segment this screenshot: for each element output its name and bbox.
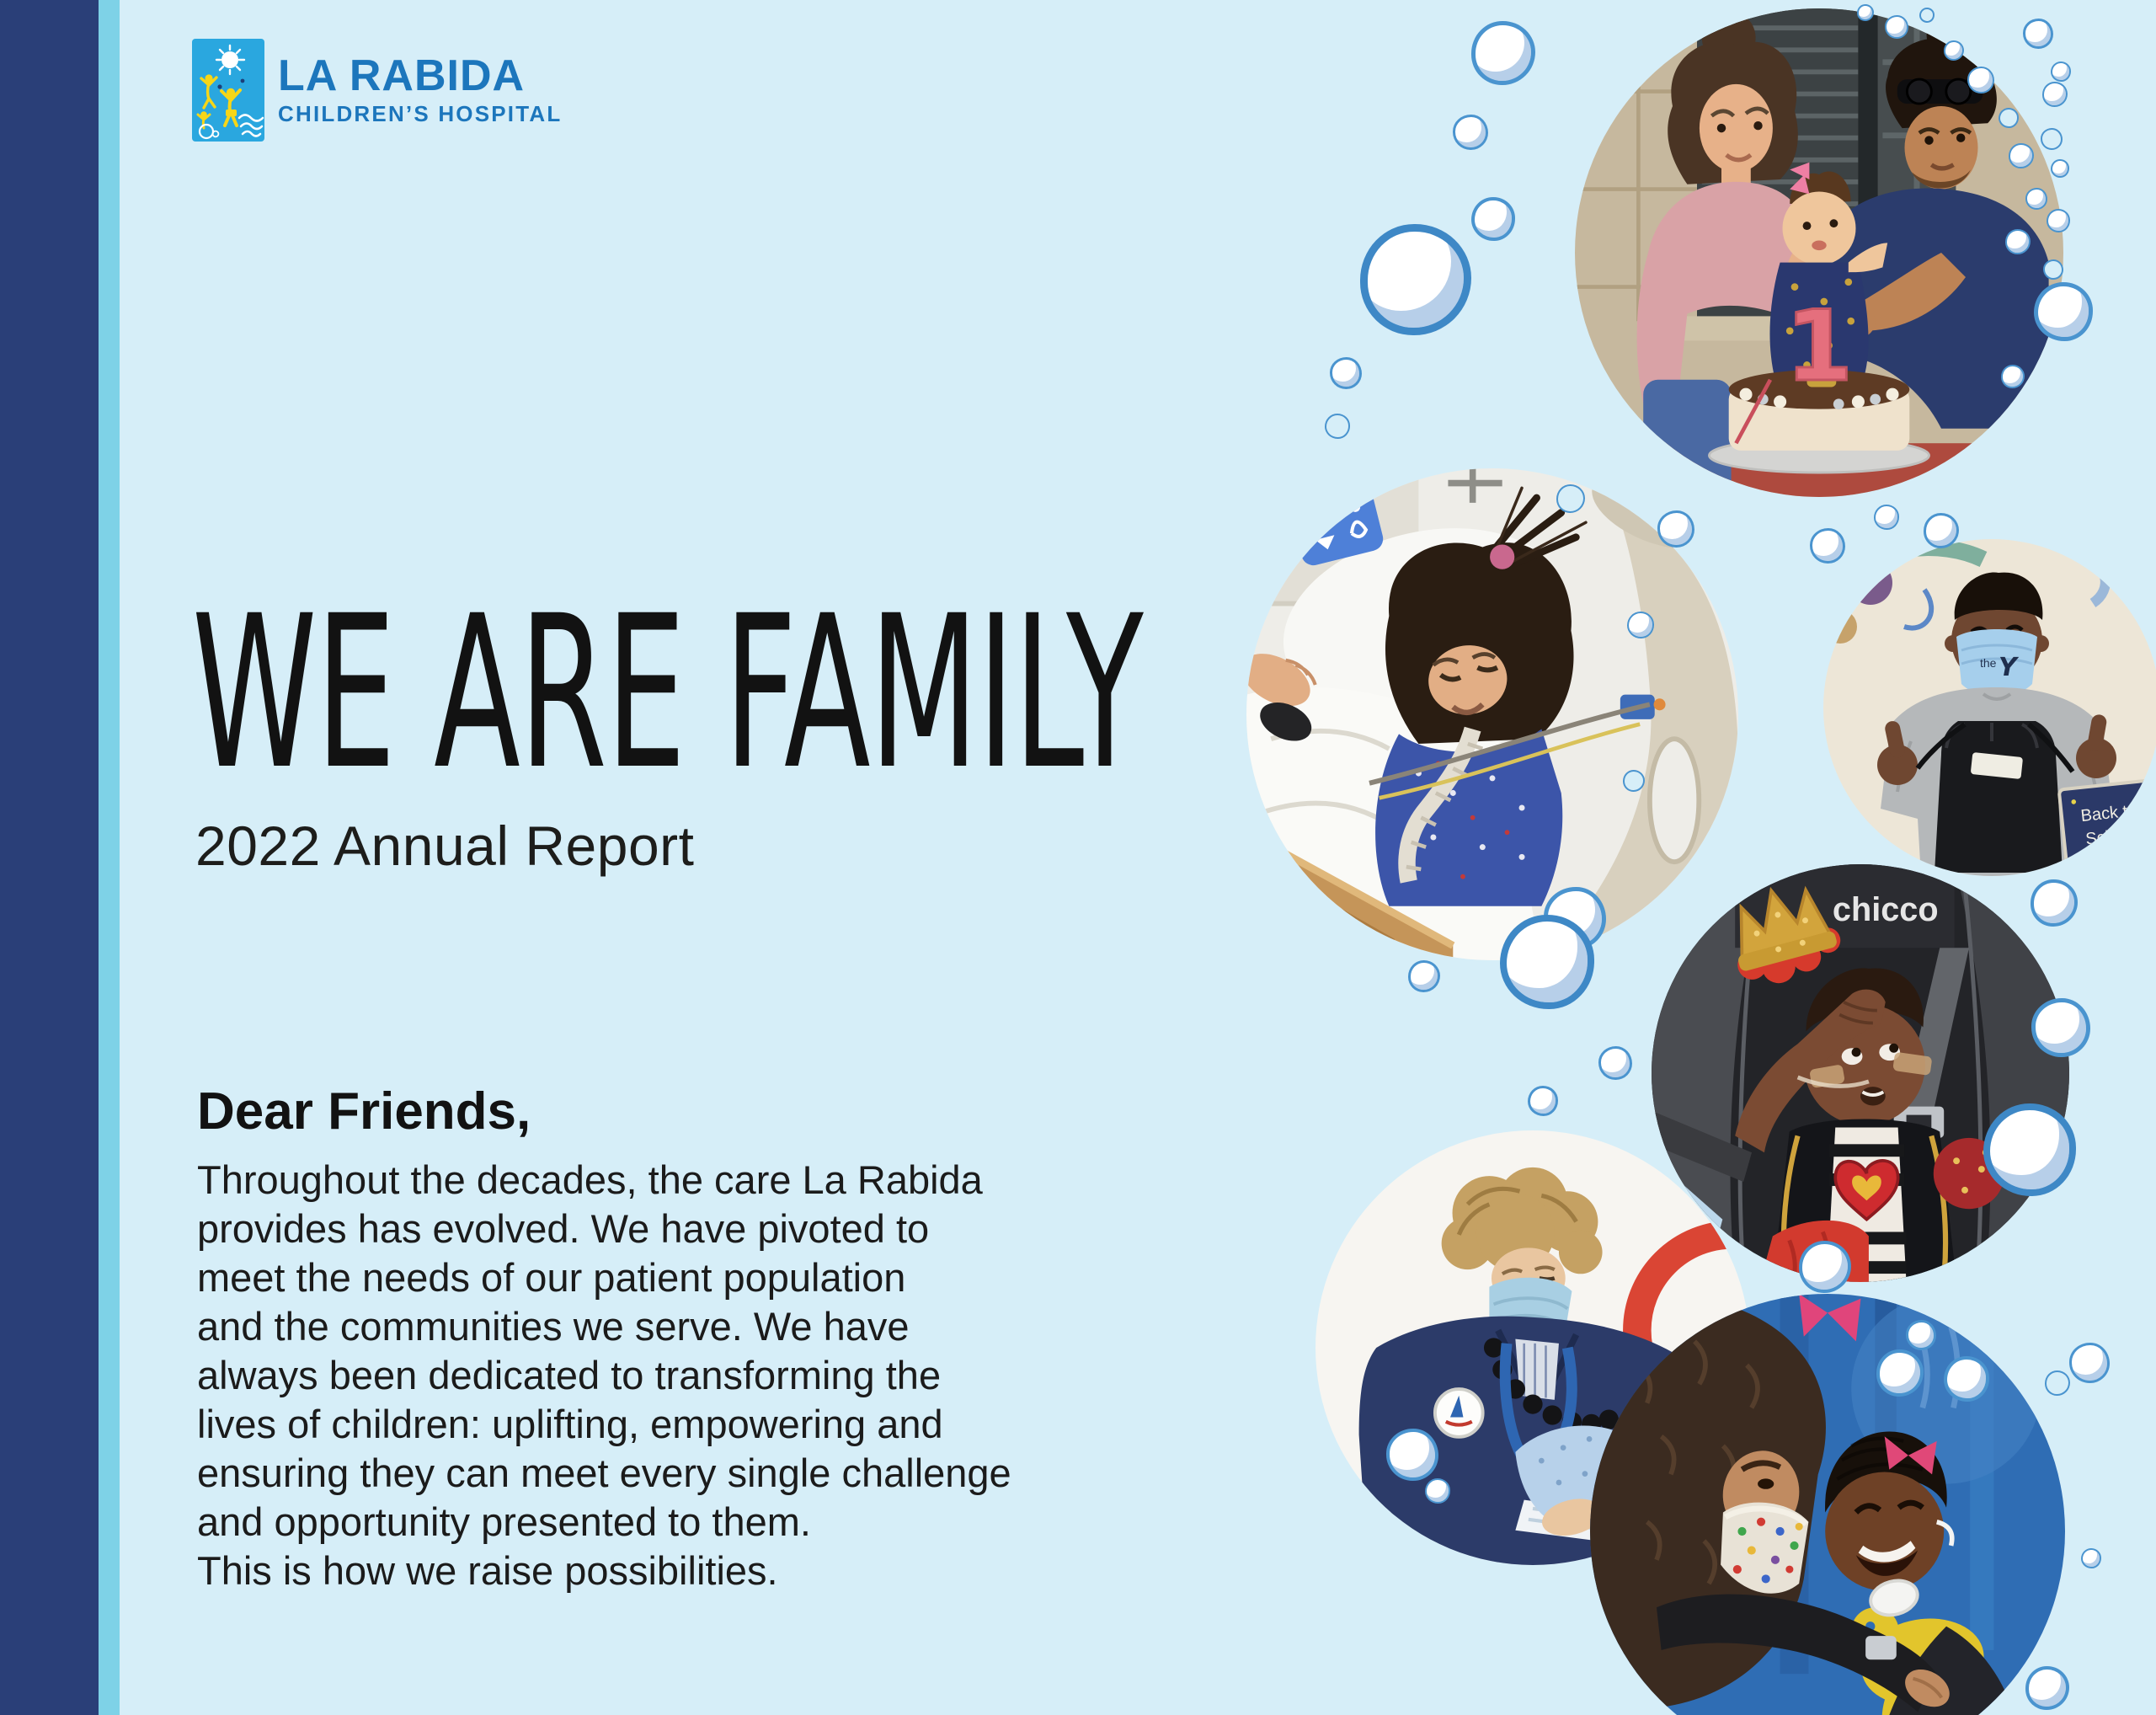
bubble-decoration bbox=[1325, 414, 1350, 439]
bubble-decoration bbox=[1471, 197, 1515, 241]
logo-name: LA RABIDA bbox=[278, 51, 526, 100]
letter-line: and opportunity presented to them. bbox=[197, 1499, 811, 1544]
letter-line: Throughout the decades, the care La Rabida bbox=[197, 1157, 983, 1202]
logo-subname: CHILDREN’S HOSPITAL bbox=[278, 101, 563, 126]
bubble-decoration bbox=[2051, 159, 2069, 178]
page-title: WE ARE FAMILY bbox=[192, 570, 1143, 815]
bubble-decoration bbox=[2025, 1666, 2069, 1710]
face-mask bbox=[1956, 629, 2037, 697]
letter-line: meet the needs of our patient population bbox=[197, 1255, 906, 1300]
letter-body bbox=[197, 1156, 1191, 1595]
letter-line: provides has evolved. We have pivoted to bbox=[197, 1206, 930, 1251]
queen-of-hearts-costume bbox=[1760, 1119, 2004, 1282]
bubble-decoration bbox=[1330, 357, 1362, 389]
photo-family-birthday-cake bbox=[1575, 8, 2063, 497]
scrunchie bbox=[1490, 545, 1514, 569]
bubble-decoration bbox=[2069, 1343, 2110, 1383]
bubble-decoration bbox=[2051, 61, 2071, 82]
bubble-decoration bbox=[2031, 879, 2078, 927]
bubble-decoration bbox=[2081, 1548, 2101, 1568]
bubble-decoration bbox=[1360, 224, 1471, 335]
mask-y-logo: Y bbox=[1999, 653, 2017, 682]
letter-line: always been dedicated to transforming the bbox=[197, 1353, 942, 1397]
badge-button bbox=[1435, 1389, 1483, 1437]
watch bbox=[1865, 1636, 1897, 1659]
drawstring-bag bbox=[1918, 721, 2073, 873]
la-rabida-logo-mark-icon bbox=[192, 39, 264, 142]
photo-baby-costume bbox=[1652, 864, 2069, 1282]
bubble-decoration bbox=[1408, 960, 1440, 992]
left-skyblue-stripe bbox=[99, 0, 120, 1715]
bubble-decoration bbox=[1919, 8, 1935, 23]
letter-line: This is how we raise possibilities. bbox=[197, 1548, 778, 1593]
bubble-decoration bbox=[2041, 128, 2063, 150]
bubble-decoration bbox=[1810, 528, 1845, 564]
bubble-decoration bbox=[2042, 82, 2068, 107]
page-subtitle: 2022 Annual Report bbox=[195, 815, 695, 877]
bubble-decoration bbox=[2045, 1370, 2070, 1396]
bubble-decoration bbox=[1598, 1046, 1632, 1080]
bubble-decoration bbox=[2023, 19, 2053, 49]
svg-text:Back to: Back to bbox=[2079, 801, 2138, 826]
letter-line: lives of children: uplifting, empowering and bbox=[197, 1402, 943, 1446]
seat-brand: chicco bbox=[1832, 890, 1939, 928]
mask-text: the bbox=[1980, 656, 1997, 670]
letter-line: and the communities we serve. We have bbox=[197, 1304, 910, 1349]
svg-text:School: School bbox=[2084, 825, 2138, 849]
puff-sleeve bbox=[1934, 1138, 2004, 1209]
photo-boy-thumbs-up bbox=[1823, 539, 2156, 876]
back-to-school-sign bbox=[2059, 780, 2156, 870]
bubble-decoration bbox=[1528, 1086, 1558, 1116]
photo-girl-hospital-bed bbox=[1246, 468, 1738, 960]
bubble-decoration bbox=[1874, 505, 1899, 530]
bubble-decoration bbox=[1471, 21, 1535, 85]
candle-number: 1 bbox=[1785, 289, 1854, 403]
left-navy-stripe bbox=[0, 0, 99, 1715]
letter-line: ensuring they can meet every single challenge bbox=[197, 1451, 1011, 1495]
letter-salutation: Dear Friends, bbox=[197, 1082, 531, 1141]
bubble-decoration bbox=[1453, 115, 1488, 150]
